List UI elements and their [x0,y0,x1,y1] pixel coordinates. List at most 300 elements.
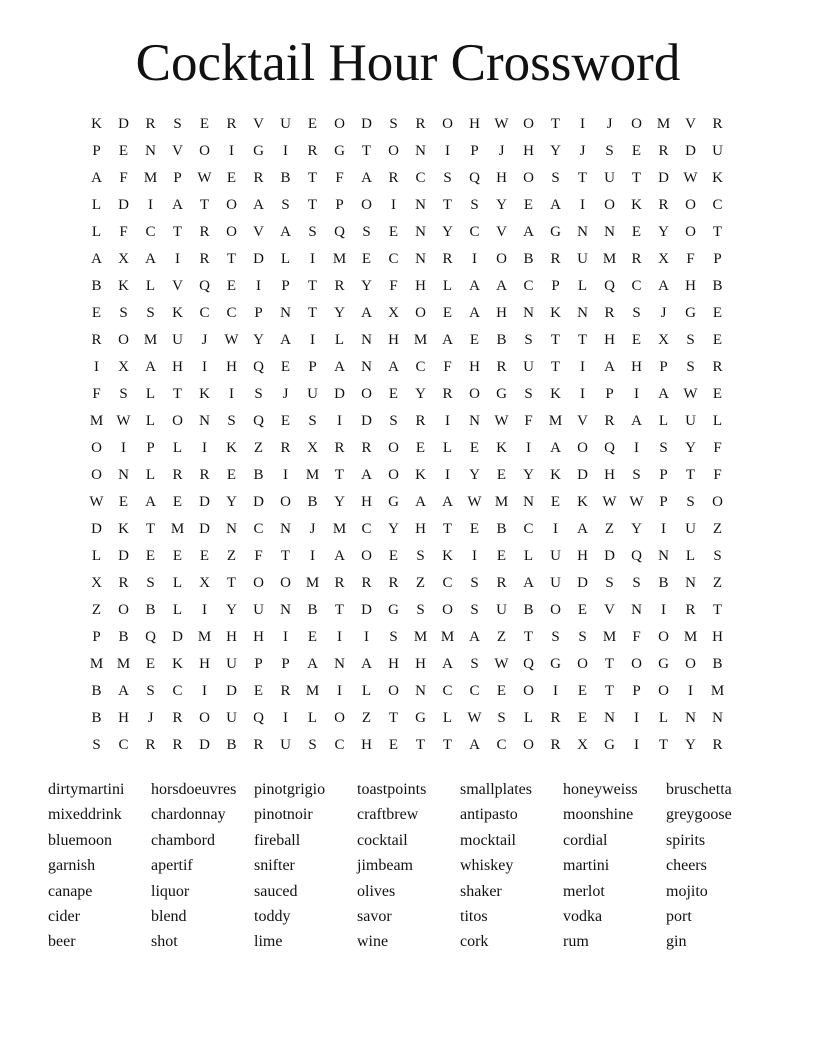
grid-letter[interactable]: O [361,386,372,402]
grid-letter[interactable]: A [442,494,453,510]
grid-letter[interactable]: J [309,521,316,537]
grid-letter[interactable]: Z [712,575,723,591]
grid-letter[interactable]: I [310,548,315,564]
grid-letter[interactable]: E [631,143,642,159]
grid-letter[interactable]: A [280,224,291,240]
grid-letter[interactable]: R [226,116,237,132]
grid-letter[interactable]: S [551,629,560,645]
grid-letter[interactable]: R [199,224,210,240]
grid-letter[interactable]: C [496,737,507,753]
grid-letter[interactable]: M [116,656,131,672]
grid-letter[interactable]: F [713,440,722,456]
grid-letter[interactable]: A [280,332,291,348]
grid-letter[interactable]: R [415,413,426,429]
grid-letter[interactable]: S [389,629,398,645]
grid-letter[interactable]: J [606,116,613,132]
grid-letter[interactable]: O [604,197,615,213]
grid-letter[interactable]: Z [415,575,426,591]
grid-letter[interactable]: C [118,737,129,753]
grid-letter[interactable]: O [253,575,264,591]
grid-letter[interactable]: D [658,170,669,186]
grid-letter[interactable]: Z [226,548,237,564]
grid-letter[interactable]: O [469,386,480,402]
grid-letter[interactable]: P [281,278,290,294]
grid-letter[interactable]: O [523,683,534,699]
grid-letter[interactable]: I [553,521,558,537]
grid-letter[interactable]: T [145,521,156,537]
grid-letter[interactable]: E [145,656,156,672]
grid-letter[interactable]: I [634,737,639,753]
grid-letter[interactable]: D [118,548,129,564]
grid-letter[interactable]: I [688,683,693,699]
grid-letter[interactable]: L [145,413,156,429]
grid-letter[interactable]: L [658,413,669,429]
grid-letter[interactable]: O [118,602,129,618]
grid-letter[interactable]: L [91,197,102,213]
grid-letter[interactable]: H [199,656,210,672]
grid-letter[interactable]: P [470,143,479,159]
grid-letter[interactable]: B [523,602,534,618]
grid-letter[interactable]: Q [253,413,264,429]
grid-letter[interactable]: O [523,116,534,132]
grid-letter[interactable]: L [172,575,183,591]
grid-letter[interactable]: A [388,359,399,375]
grid-letter[interactable]: R [280,683,291,699]
grid-letter[interactable]: L [172,440,183,456]
grid-letter[interactable]: H [604,467,615,483]
grid-letter[interactable]: Q [334,224,345,240]
grid-letter[interactable]: D [604,548,615,564]
grid-letter[interactable]: E [118,494,129,510]
grid-letter[interactable]: I [202,440,207,456]
grid-letter[interactable]: Y [496,197,507,213]
grid-letter[interactable]: S [470,656,479,672]
grid-letter[interactable]: E [253,683,264,699]
grid-letter[interactable]: O [334,116,345,132]
grid-letter[interactable]: R [550,251,561,267]
grid-letter[interactable]: R [712,737,723,753]
grid-letter[interactable]: V [253,224,264,240]
grid-letter[interactable]: X [658,332,669,348]
grid-letter[interactable]: H [577,548,588,564]
grid-letter[interactable]: V [253,116,264,132]
grid-letter[interactable]: S [146,683,155,699]
grid-letter[interactable]: I [94,359,99,375]
grid-letter[interactable]: B [496,521,507,537]
grid-letter[interactable]: L [280,251,291,267]
grid-letter[interactable]: C [361,521,372,537]
grid-letter[interactable]: S [308,737,317,753]
grid-letter[interactable]: R [712,116,723,132]
grid-letter[interactable]: T [415,737,426,753]
grid-letter[interactable]: B [253,467,264,483]
grid-letter[interactable]: X [388,305,399,321]
grid-letter[interactable]: U [280,737,291,753]
grid-letter[interactable]: T [307,197,318,213]
grid-letter[interactable]: X [307,440,318,456]
grid-letter[interactable]: N [415,224,426,240]
grid-letter[interactable]: O [334,710,345,726]
grid-letter[interactable]: C [469,224,480,240]
grid-letter[interactable]: I [445,143,450,159]
grid-letter[interactable]: S [686,359,695,375]
grid-letter[interactable]: Y [550,143,561,159]
grid-letter[interactable]: I [580,359,585,375]
grid-letter[interactable]: R [415,116,426,132]
grid-letter[interactable]: E [172,494,183,510]
grid-letter[interactable]: R [280,440,291,456]
grid-letter[interactable]: N [604,710,615,726]
grid-letter[interactable]: A [658,278,669,294]
grid-letter[interactable]: Z [604,521,615,537]
grid-letter[interactable]: D [253,494,264,510]
grid-letter[interactable]: M [143,332,158,348]
grid-letter[interactable]: J [201,332,208,348]
grid-letter[interactable]: R [496,359,507,375]
grid-letter[interactable]: T [334,467,345,483]
grid-letter[interactable]: F [713,467,722,483]
grid-letter[interactable]: Y [523,467,534,483]
grid-letter[interactable]: O [496,251,507,267]
grid-letter[interactable]: T [550,359,561,375]
grid-letter[interactable]: E [523,197,534,213]
grid-letter[interactable]: W [602,494,617,510]
grid-letter[interactable]: S [92,737,101,753]
grid-letter[interactable]: B [658,575,669,591]
grid-letter[interactable]: S [281,197,290,213]
grid-letter[interactable]: D [118,116,129,132]
grid-letter[interactable]: E [388,737,399,753]
grid-letter[interactable]: M [89,656,104,672]
grid-letter[interactable]: Y [253,332,264,348]
grid-letter[interactable]: S [119,305,128,321]
grid-letter[interactable]: L [334,332,345,348]
grid-letter[interactable]: Q [604,278,615,294]
grid-letter[interactable]: H [226,359,237,375]
grid-letter[interactable]: S [146,575,155,591]
grid-letter[interactable]: H [523,143,534,159]
grid-letter[interactable]: J [660,305,667,321]
grid-letter[interactable]: C [145,224,156,240]
grid-letter[interactable]: D [361,602,372,618]
grid-letter[interactable]: A [361,170,372,186]
grid-letter[interactable]: W [494,413,509,429]
grid-letter[interactable]: U [496,602,507,618]
grid-letter[interactable]: L [442,278,453,294]
grid-letter[interactable]: T [550,332,561,348]
grid-letter[interactable]: S [659,440,668,456]
grid-letter[interactable]: O [631,116,642,132]
grid-letter[interactable]: I [634,710,639,726]
grid-letter[interactable]: N [604,224,615,240]
grid-letter[interactable]: I [283,629,288,645]
grid-letter[interactable]: U [523,359,534,375]
grid-letter[interactable]: O [280,575,291,591]
grid-letter[interactable]: M [332,251,347,267]
grid-letter[interactable]: F [632,629,641,645]
grid-letter[interactable]: H [631,359,642,375]
grid-letter[interactable]: A [415,494,426,510]
grid-letter[interactable]: R [631,251,642,267]
grid-letter[interactable]: Z [91,602,102,618]
grid-letter[interactable]: S [632,467,641,483]
grid-letter[interactable]: R [253,170,264,186]
grid-letter[interactable]: V [496,224,507,240]
grid-letter[interactable]: C [199,305,210,321]
grid-letter[interactable]: S [605,143,614,159]
grid-letter[interactable]: N [685,575,696,591]
grid-letter[interactable]: O [199,143,210,159]
grid-letter[interactable]: F [254,548,263,564]
grid-letter[interactable]: I [202,359,207,375]
grid-letter[interactable]: T [604,683,615,699]
grid-letter[interactable]: E [118,143,129,159]
grid-letter[interactable]: Q [199,278,210,294]
grid-letter[interactable]: K [118,278,129,294]
grid-letter[interactable]: Q [604,440,615,456]
grid-letter[interactable]: M [170,521,185,537]
grid-letter[interactable]: S [713,548,722,564]
grid-letter[interactable]: S [443,170,452,186]
grid-letter[interactable]: T [280,548,291,564]
grid-letter[interactable]: O [442,602,453,618]
grid-letter[interactable]: D [361,413,372,429]
grid-letter[interactable]: K [199,386,210,402]
grid-letter[interactable]: W [494,656,509,672]
grid-letter[interactable]: H [496,305,507,321]
grid-letter[interactable]: O [685,224,696,240]
grid-letter[interactable]: G [253,143,264,159]
grid-letter[interactable]: J [147,710,154,726]
grid-letter[interactable]: G [496,386,507,402]
grid-letter[interactable]: H [388,656,399,672]
grid-letter[interactable]: K [118,521,129,537]
grid-letter[interactable]: O [226,224,237,240]
grid-letter[interactable]: E [496,683,507,699]
grid-letter[interactable]: R [550,710,561,726]
grid-letter[interactable]: K [442,548,453,564]
grid-letter[interactable]: P [335,197,344,213]
grid-letter[interactable]: T [226,575,237,591]
grid-letter[interactable]: C [442,683,453,699]
grid-letter[interactable]: G [550,656,561,672]
grid-letter[interactable]: D [361,116,372,132]
grid-letter[interactable]: Y [415,386,426,402]
grid-letter[interactable]: O [577,440,588,456]
grid-letter[interactable]: T [199,197,210,213]
grid-letter[interactable]: A [361,305,372,321]
grid-letter[interactable]: R [388,170,399,186]
grid-letter[interactable]: I [283,467,288,483]
grid-letter[interactable]: E [469,332,480,348]
grid-letter[interactable]: G [658,656,669,672]
grid-letter[interactable]: A [361,656,372,672]
grid-letter[interactable]: T [442,197,453,213]
grid-letter[interactable]: I [553,683,558,699]
grid-letter[interactable]: D [577,575,588,591]
grid-letter[interactable]: X [658,251,669,267]
grid-letter[interactable]: E [280,413,291,429]
grid-letter[interactable]: S [686,332,695,348]
grid-letter[interactable]: S [605,575,614,591]
grid-letter[interactable]: H [712,629,723,645]
grid-letter[interactable]: E [631,332,642,348]
grid-letter[interactable]: A [172,197,183,213]
grid-letter[interactable]: Y [334,494,345,510]
grid-letter[interactable]: D [334,386,345,402]
grid-letter[interactable]: P [659,359,668,375]
grid-letter[interactable]: U [172,332,183,348]
grid-letter[interactable]: T [361,143,372,159]
grid-letter[interactable]: R [172,467,183,483]
grid-letter[interactable]: I [580,386,585,402]
grid-letter[interactable]: Z [496,629,507,645]
grid-letter[interactable]: N [361,332,372,348]
grid-letter[interactable]: T [712,602,723,618]
grid-letter[interactable]: M [602,629,617,645]
grid-letter[interactable]: A [118,683,129,699]
grid-letter[interactable]: H [604,332,615,348]
grid-letter[interactable]: G [550,224,561,240]
grid-letter[interactable]: I [256,278,261,294]
grid-letter[interactable]: A [631,413,642,429]
grid-letter[interactable]: Y [685,737,696,753]
grid-letter[interactable]: A [469,278,480,294]
grid-letter[interactable]: E [712,332,723,348]
grid-letter[interactable]: S [308,413,317,429]
grid-letter[interactable]: W [629,494,644,510]
grid-letter[interactable]: I [202,602,207,618]
grid-letter[interactable]: D [577,467,588,483]
grid-letter[interactable]: A [361,467,372,483]
grid-letter[interactable]: T [685,467,696,483]
grid-letter[interactable]: N [280,305,291,321]
grid-letter[interactable]: M [305,683,320,699]
grid-letter[interactable]: S [227,413,236,429]
grid-letter[interactable]: E [226,467,237,483]
grid-letter[interactable]: R [388,575,399,591]
grid-letter[interactable]: N [280,521,291,537]
grid-letter[interactable]: N [199,413,210,429]
grid-letter[interactable]: T [307,170,318,186]
grid-letter[interactable]: C [631,278,642,294]
grid-letter[interactable]: M [656,116,671,132]
grid-letter[interactable]: Y [361,278,372,294]
grid-letter[interactable]: C [469,683,480,699]
grid-letter[interactable]: E [199,116,210,132]
grid-letter[interactable]: N [469,413,480,429]
grid-letter[interactable]: B [496,332,507,348]
grid-letter[interactable]: U [685,521,696,537]
grid-letter[interactable]: P [659,467,668,483]
grid-letter[interactable]: U [550,575,561,591]
grid-letter[interactable]: R [361,575,372,591]
grid-letter[interactable]: C [334,737,345,753]
grid-letter[interactable]: A [577,521,588,537]
grid-letter[interactable]: W [224,332,239,348]
grid-letter[interactable]: T [172,386,183,402]
grid-letter[interactable]: L [523,548,534,564]
grid-letter[interactable]: A [550,197,561,213]
grid-letter[interactable]: T [388,710,399,726]
grid-letter[interactable]: S [389,116,398,132]
grid-letter[interactable]: H [253,629,264,645]
grid-letter[interactable]: F [335,170,344,186]
grid-letter[interactable]: R [253,737,264,753]
grid-letter[interactable]: N [712,710,723,726]
grid-letter[interactable]: L [685,548,696,564]
grid-letter[interactable]: E [496,467,507,483]
grid-letter[interactable]: R [334,278,345,294]
grid-letter[interactable]: O [658,683,669,699]
grid-letter[interactable]: I [634,440,639,456]
grid-letter[interactable]: E [388,386,399,402]
grid-letter[interactable]: E [469,440,480,456]
grid-letter[interactable]: L [523,710,534,726]
grid-letter[interactable]: W [197,170,212,186]
grid-letter[interactable]: R [91,332,102,348]
grid-letter[interactable]: S [362,224,371,240]
grid-letter[interactable]: Y [685,440,696,456]
grid-letter[interactable]: M [332,521,347,537]
grid-letter[interactable]: A [523,224,534,240]
grid-letter[interactable]: V [172,278,183,294]
grid-letter[interactable]: S [470,197,479,213]
grid-letter[interactable]: T [442,521,453,537]
grid-letter[interactable]: G [388,602,399,618]
grid-letter[interactable]: U [604,170,615,186]
grid-letter[interactable]: N [685,710,696,726]
grid-letter[interactable]: H [118,710,129,726]
grid-letter[interactable]: K [712,170,723,186]
grid-letter[interactable]: X [91,575,102,591]
grid-letter[interactable]: O [658,629,669,645]
grid-letter[interactable]: S [470,575,479,591]
grid-letter[interactable]: B [712,656,723,672]
grid-letter[interactable]: A [496,278,507,294]
grid-letter[interactable]: S [119,386,128,402]
grid-letter[interactable]: E [172,548,183,564]
grid-letter[interactable]: E [631,224,642,240]
grid-letter[interactable]: B [307,494,318,510]
grid-letter[interactable]: I [634,386,639,402]
grid-letter[interactable]: C [523,278,534,294]
grid-letter[interactable]: T [577,170,588,186]
grid-letter[interactable]: N [577,305,588,321]
grid-letter[interactable]: E [577,710,588,726]
grid-letter[interactable]: F [686,251,695,267]
grid-letter[interactable]: A [550,440,561,456]
grid-letter[interactable]: A [145,251,156,267]
grid-letter[interactable]: N [118,467,129,483]
grid-letter[interactable]: S [146,305,155,321]
grid-letter[interactable]: M [413,629,428,645]
grid-letter[interactable]: C [172,683,183,699]
grid-letter[interactable]: A [442,656,453,672]
grid-letter[interactable]: I [121,440,126,456]
grid-letter[interactable]: K [172,656,183,672]
grid-letter[interactable]: S [686,494,695,510]
grid-letter[interactable]: F [524,413,533,429]
grid-letter[interactable]: T [631,170,642,186]
grid-letter[interactable]: K [226,440,237,456]
grid-letter[interactable]: P [146,440,155,456]
grid-letter[interactable]: R [307,143,318,159]
grid-letter[interactable]: V [685,116,696,132]
grid-letter[interactable]: B [307,602,318,618]
grid-letter[interactable]: I [337,413,342,429]
grid-letter[interactable]: E [307,116,318,132]
